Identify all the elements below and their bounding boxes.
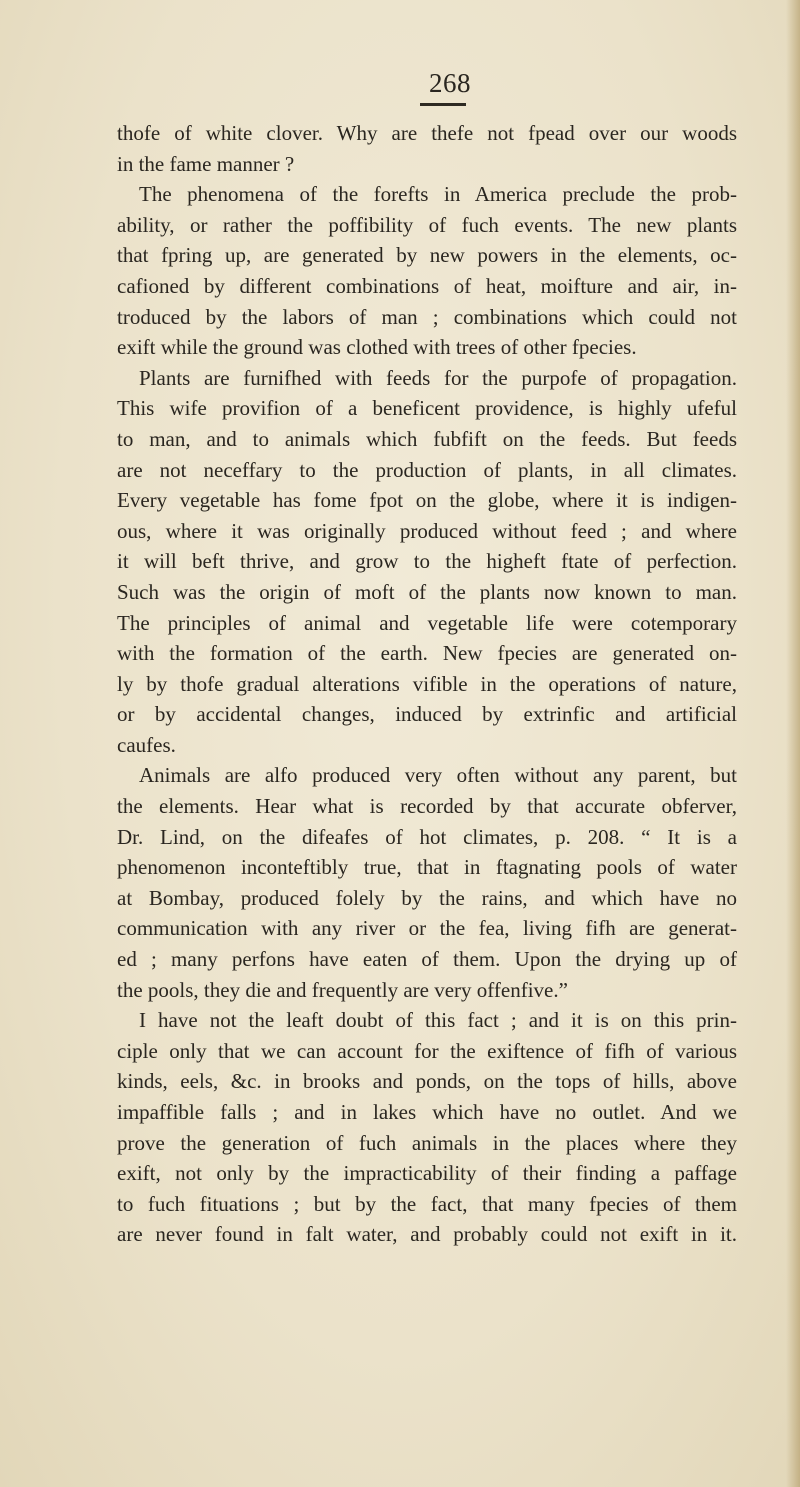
text-line: prove the generation of fuch animals in the places where they <box>117 1130 737 1155</box>
text-line: the pools, they die and frequently are very offenfive.” <box>117 977 568 1002</box>
text-line: that fpring up, are generated by new powers in the elements, oc- <box>117 243 737 268</box>
text-line: ed ; many perfons have eaten of them. Upon the drying up of <box>117 947 737 972</box>
page-edge-shadow <box>786 0 800 1487</box>
text-line: The phenomena of the forefts in America preclude the prob- <box>139 182 737 207</box>
text-line: with the formation of the earth. New fpecies are generated on- <box>117 641 737 666</box>
text-line: exift, not only by the impracticability of their finding a paffage <box>117 1161 737 1186</box>
text-line: communication with any river or the fea, living fifh are generat- <box>117 916 737 941</box>
text-line: Dr. Lind, on the difeafes of hot climates, p. 208. “ It is a <box>117 824 737 849</box>
text-line: phenomenon inconteftibly true, that in ftagnating pools of water <box>117 855 737 880</box>
text-line: it will beft thrive, and grow to the higheft ftate of perfection. <box>117 549 737 574</box>
text-line: thofe of white clover. Why are thefe not fpead over our woods <box>117 121 737 145</box>
text-line: The principles of animal and vegetable life were cotemporary <box>117 610 737 635</box>
text-line: cafioned by different combinations of heat, moifture and air, in- <box>117 273 737 298</box>
text-line: I have not the leaft doubt of this fact ; and it is on this prin- <box>139 1008 737 1033</box>
text-line: Every vegetable has fome fpot on the globe, where it is indigen- <box>117 488 737 513</box>
text-line: kinds, eels, &c. in brooks and ponds, on the tops of hills, above <box>117 1069 737 1094</box>
text-line: ability, or rather the poffibility of fuch events. The new plants <box>117 212 737 237</box>
text-line: caufes. <box>117 732 176 757</box>
text-line: are never found in falt water, and probably could not exift in it. <box>117 1222 737 1247</box>
text-line: exift while the ground was clothed with trees of other fpecies. <box>117 335 637 360</box>
text-line: ly by thofe gradual alterations vifible in the operations of nature, <box>117 671 737 696</box>
text-line: at Bombay, produced folely by the rains, and which have no <box>117 885 737 910</box>
text-line: to fuch fituations ; but by the fact, that many fpecies of them <box>117 1191 737 1216</box>
text-line: Such was the origin of moft of the plants now known to man. <box>117 579 737 604</box>
text-line: This wife provifion of a beneficent providence, is highly ufeful <box>117 396 737 421</box>
text-line: Animals are alfo produced very often without any parent, but <box>139 763 737 788</box>
body-text <box>117 118 737 1250</box>
text-line: ous, where it was originally produced without feed ; and where <box>117 518 737 543</box>
text-line: troduced by the labors of man ; combinations which could not <box>117 304 737 329</box>
page-number: 268 <box>429 68 471 98</box>
text-line: to man, and to animals which fubfift on the feeds. But feeds <box>117 426 737 451</box>
text-line: the elements. Hear what is recorded by that accurate obferver, <box>117 794 737 819</box>
text-line: are not neceffary to the production of plants, in all climates. <box>117 457 737 482</box>
text-line: in the fame manner ? <box>117 151 295 176</box>
text-line: ciple only that we can account for the exiftence of fifh of various <box>117 1038 737 1063</box>
page-number-rule <box>420 103 466 106</box>
text-line: Plants are furnifhed with feeds for the purpofe of propagation. <box>139 365 737 390</box>
text-line: or by accidental changes, induced by extrinfic and artificial <box>117 702 737 727</box>
text-line: impaffible falls ; and in lakes which have no outlet. And we <box>117 1100 737 1124</box>
